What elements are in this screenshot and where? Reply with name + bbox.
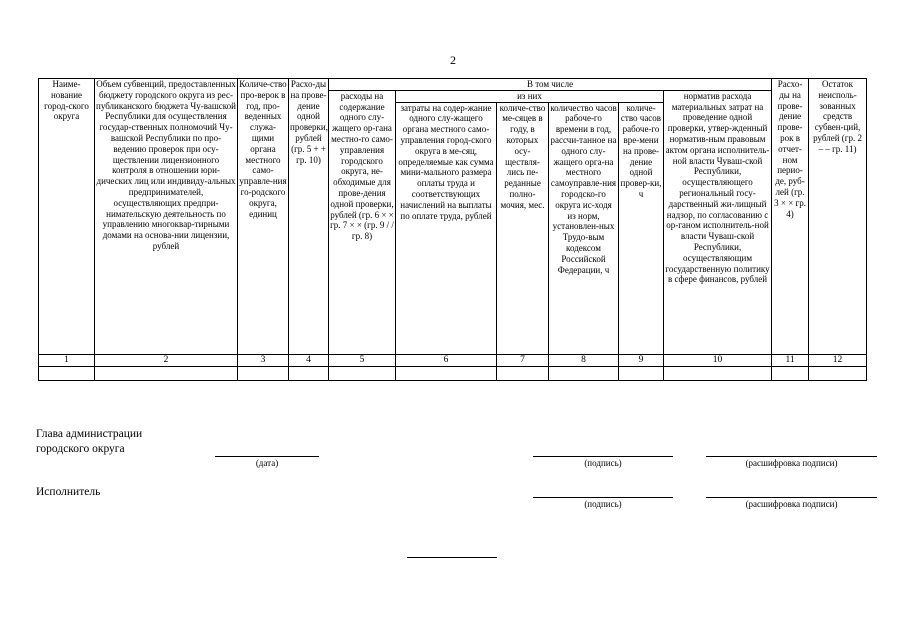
table-cell xyxy=(95,366,238,380)
executor-label: Исполнитель xyxy=(36,486,101,498)
head-label xyxy=(36,427,142,457)
table-cell xyxy=(39,366,95,380)
header-monthly-upkeep: затраты на содер-жание одного слу-жащего органа местного само-управления город-ского округа в ме-сяц, определяемые как сумма мини-мального размера оплаты труда и соответствующих начислений на выплаты по оплате труда, рублей xyxy=(396,102,497,354)
table-cell xyxy=(396,366,497,380)
column-number: 6 xyxy=(396,354,497,366)
executor-decode-line xyxy=(706,497,877,498)
subvention-report-table xyxy=(38,78,867,381)
footnote-separator xyxy=(407,557,497,558)
executor-signature-caption: (подпись) xyxy=(584,499,622,509)
header-annual-hours: количество часов рабоче-го времени в год, рассчи-танное на одного слу-жащего орга-на местного самоуправле-ния городско-го округа ис-ходя из норм, установлен-ных Трудо-вым кодексом Российской Федерации, ч xyxy=(549,102,619,354)
executor-signature-line xyxy=(533,497,673,498)
head-signature-caption: (подпись) xyxy=(584,458,622,468)
table-cell xyxy=(497,366,549,380)
column-number: 2 xyxy=(95,354,238,366)
column-number: 11 xyxy=(772,354,809,366)
page-number: 2 xyxy=(450,53,456,67)
head-decode-caption: (расшифровка подписи) xyxy=(745,458,838,468)
column-number: 5 xyxy=(329,354,396,366)
column-number: 4 xyxy=(289,354,329,366)
column-number: 10 xyxy=(664,354,772,366)
header-reporting-expenses: Расхо-ды на прове-дение прове-рок в отчет-ном перио-де, руб-лей (гр. 3 × × гр. 4) xyxy=(772,79,809,355)
table-cell xyxy=(549,366,619,380)
header-employee-upkeep: расходы на содержание одного слу-жащего ор-гана местно-го само-управления городского округа, не-обходимые для прове-дения одной проверки, рублей (гр. 6 × × гр. 7 × × (гр. 9 / / гр. 8) xyxy=(329,90,396,354)
date-caption: (дата) xyxy=(255,458,279,468)
table-cell xyxy=(772,366,809,380)
column-number: 1 xyxy=(39,354,95,366)
header-including: В том числе xyxy=(329,79,772,91)
table-row xyxy=(39,366,867,380)
header-cost-per-inspection: Расхо-ды на прове-дение одной проверки, рублей (гр. 5 + + гр. 10) xyxy=(289,79,329,355)
head-label-line1: Глава администрации xyxy=(36,428,143,440)
header-subvention-volume: Объем субвенций, предоставленных бюджету городского округа из рес-публиканского бюджета Чу-вашской Республики для осуществления государ-ственных полномочий Чу-вашской Республики по про-ведению проверок при осу-ществлении лицензионного контроля в отношении юри-дических лиц или индивиду-альных предпринимателей, осуществляющих предпри-нимательскую деятельность по управлению многоквар-тирными домами на основа-нии лицензии, рублей xyxy=(95,79,238,355)
header-of-them: из них xyxy=(396,90,664,102)
column-number: 8 xyxy=(549,354,619,366)
head-label-line2: городского округа xyxy=(36,443,125,455)
column-number: 12 xyxy=(809,354,867,366)
head-decode-line xyxy=(706,456,877,457)
column-number: 9 xyxy=(619,354,664,366)
header-inspections-count: Количе-ство про-верок в год, про-веденных служа-щими органа местного само-управле-ния го-родского округа, единиц xyxy=(238,79,289,355)
header-unused-balance: Остаток неисполь-зованных средств субвен-ций, рублей (гр. 2 – – гр. 11) xyxy=(809,79,867,355)
header-material-cost-norm: норматив расхода материальных затрат на проведение одной проверки, утвер-жденный норматив-ным правовым актом органа исполнитель-ной власти Чуваш-ской Республики, осуществляющего региональный госу-дарственный жи-лищный надзор, по согласованию с ор-ганом исполнитель-ной власти Чуваш-ской Республики, осуществляющим государственную политику в сфере финансов, рублей xyxy=(664,90,772,354)
header-months-count: количе-ство ме-сяцев в году, в которых осу-ществля-лись пе-реданные полно-мочия, мес. xyxy=(497,102,549,354)
table-cell xyxy=(329,366,396,380)
header-hours-per-inspection: количе-ство часов рабоче-го вре-мени на прове-дение одной провер-ки, ч xyxy=(619,102,664,354)
table-cell xyxy=(238,366,289,380)
table-cell xyxy=(809,366,867,380)
executor-decode-caption: (расшифровка подписи) xyxy=(745,499,838,509)
header-municipality-name: Наиме-нование город-ского округа xyxy=(39,79,95,355)
column-number: 3 xyxy=(238,354,289,366)
table-cell xyxy=(289,366,329,380)
table-cell xyxy=(619,366,664,380)
head-signature-line xyxy=(533,456,673,457)
column-number: 7 xyxy=(497,354,549,366)
date-line xyxy=(215,456,319,457)
column-number-row xyxy=(39,354,867,366)
table-cell xyxy=(664,366,772,380)
